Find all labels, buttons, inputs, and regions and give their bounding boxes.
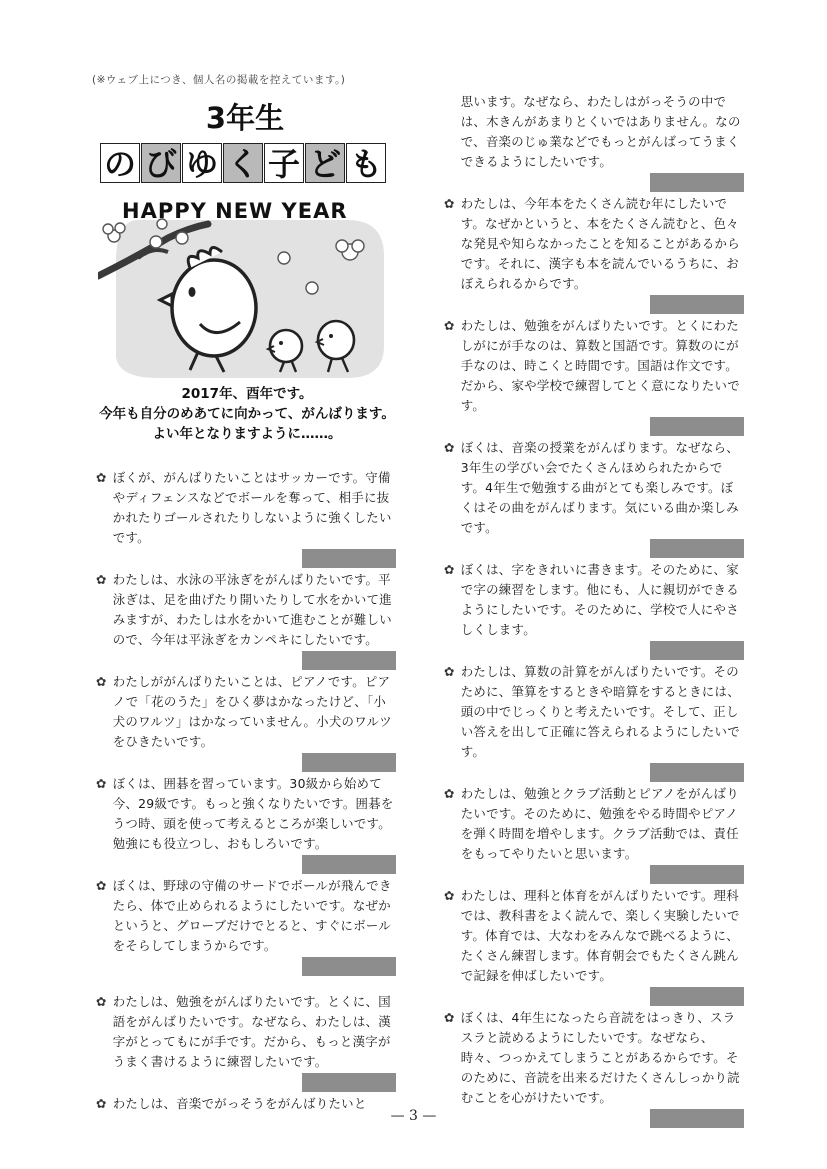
entry-text: 思います。なぜなら、わたしはがっそうの中では、木きんがあまりとくいではありません。なので、音楽のじゅ業などでもっとがんばってうまくできるようにしたいです。 [460, 94, 741, 169]
student-entry [444, 316, 744, 436]
redacted-name [650, 641, 744, 660]
student-entry [444, 784, 744, 884]
entry-text: わたしは、勉強とクラブ活動とピアノをがんばりたいです。そのために、勉強をやる時間やピアノを弾く時間を増やします。クラブ活動では、責任をもってやりたいと思います。 [460, 786, 739, 861]
redacted-name [302, 753, 396, 772]
grade-title: 3年生 [205, 101, 285, 135]
greeting-line: 今年も自分のめあてに向かって、がんばります。 [99, 406, 395, 422]
redacted-name [650, 417, 744, 436]
redacted-name [650, 763, 744, 782]
redacted-name [650, 987, 744, 1006]
redacted-name [650, 295, 744, 314]
redacted-name [302, 957, 396, 976]
student-entry [96, 468, 396, 568]
happy-new-year-caption: HAPPY NEW YEAR [122, 199, 348, 223]
entry-text: ぼくが、がんばりたいことはサッカーです。守備やディフェンスなどでボールを奪って、相手に抜かれたりゴールされたりしないように強くしたいです。 [112, 470, 392, 545]
flower-bullet-icon: ✿ [96, 776, 107, 791]
banner-char: ゆ [182, 143, 222, 183]
flower-bullet-icon: ✿ [444, 1010, 455, 1025]
greeting-line: 2017年、酉年です。 [181, 386, 313, 402]
redacted-name [650, 865, 744, 884]
entry-text: わたしは、算数の計算をがんばりたいです。そのために、筆算をするときや暗算をするときには、頭の中でじっくりと考えたいです。そして、正しい答えを出して正確に答えられるようにしたいです。 [460, 664, 740, 759]
redacted-name [302, 855, 396, 874]
page-number: — 3 — [390, 1108, 437, 1124]
entry-text: ぼくは、囲碁を習っています。30級から始めて今、29級です。もっと強くなりたいです。囲碁をうつ時、頭を使って考えるところが楽しいです。勉強にも役立つし、おもしろいです。 [112, 776, 394, 851]
flower-bullet-icon: ✿ [444, 888, 455, 903]
flower-bullet-icon: ✿ [96, 994, 107, 1009]
student-entry [444, 886, 744, 1006]
banner-char: の [100, 143, 140, 183]
student-entry [96, 876, 396, 976]
privacy-notice: (※ウェブ上につき、個人名の掲載を控えています。) [92, 74, 346, 86]
banner-char: く [223, 143, 263, 183]
greeting-line: よい年となりますように……。 [152, 426, 342, 442]
entry-text: ぼくは、野球の守備のサードでボールが飛んできたら、体で止められるようにしたいです。なぜかというと、グローブだけでとると、すぐにボールをそらしてしまうからです。 [112, 878, 392, 953]
redacted-name [650, 539, 744, 558]
student-entry [444, 438, 744, 558]
greeting-message [92, 384, 402, 444]
flower-bullet-icon: ✿ [96, 470, 107, 485]
entry-text: ぼくは、音楽の授業をがんばります。なぜなら、3年生の学びい会でたくさんほめられたからです。4年生で勉強する曲がとても楽しみです。ぼくはその曲をがんばります。気にいる曲か楽しみです。 [460, 440, 739, 535]
entry-text: わたしは、音楽でがっそうをがんばりたいと [112, 1096, 367, 1111]
redacted-name [302, 651, 396, 670]
banner-char: も [346, 143, 386, 183]
student-entry-continued [444, 92, 744, 192]
flower-bullet-icon: ✿ [444, 440, 455, 455]
entry-text: ぼくは、字をきれいに書きます。そのために、家で字の練習をします。他にも、人に親切ができるようにしたいです。そのために、学校で人にやさしくします。 [460, 562, 739, 637]
banner-char: び [141, 143, 181, 183]
student-entry [96, 774, 396, 874]
entry-text: わたしは、水泳の平泳ぎをがんばりたいです。平泳ぎは、足を曲げたり開いたりして水をかいて進みますが、わたしは水をかいて進むことが難しいので、今年は平泳ぎをカンペキにしたいです。 [112, 572, 392, 647]
entry-text: わたしは、勉強をがんばりたいです。とくに、国語をがんばりたいです。なぜなら、わたしは、漢字がとってもにが手です。だから、もっと漢字がうまく書けるように練習したいです。 [112, 994, 391, 1069]
student-entry [96, 992, 396, 1092]
entry-text: わたしは、今年本をたくさん読む年にしたいです。なぜかというと、本をたくさん読むと、色々な発見や知らなかったことを知ることがあるからです。それに、漢字も本を読んでいるうちに、おぼえられるからです。 [460, 196, 740, 291]
redacted-name [650, 173, 744, 192]
left-column [96, 468, 396, 1116]
entry-text: わたしががんばりたいことは、ピアノです。ピアノで「花のうた」をひく夢はかなったけど、「小犬のワルツ」はかなっていません。小犬のワルツをひきたいです。 [112, 674, 392, 749]
flower-bullet-icon: ✿ [444, 786, 455, 801]
student-entry [444, 560, 744, 660]
rooster-and-chicks-icon [98, 196, 390, 382]
flower-bullet-icon: ✿ [96, 572, 107, 587]
student-entry [444, 662, 744, 782]
flower-bullet-icon: ✿ [96, 1096, 107, 1111]
entry-text: ぼくは、4年生になったら音読をはっきり、スラスラと読めるようにしたいです。なぜなら、時々、つっかえてしまうことがあるからです。そのために、音読を出来るだけたくさんしっかり読むことを心がけたいです。 [460, 1010, 740, 1105]
section-banner [100, 143, 386, 187]
student-entry [444, 194, 744, 314]
banner-char: 子 [264, 143, 304, 183]
flower-bullet-icon: ✿ [444, 318, 455, 333]
banner-char: ど [305, 143, 345, 183]
flower-bullet-icon: ✿ [96, 878, 107, 893]
right-column [444, 92, 744, 1130]
redacted-name [302, 549, 396, 568]
flower-bullet-icon: ✿ [96, 674, 107, 689]
student-entry [96, 672, 396, 772]
redacted-name [302, 1073, 396, 1092]
student-entry [96, 570, 396, 670]
flower-bullet-icon: ✿ [444, 196, 455, 211]
entry-text: わたしは、勉強をがんばりたいです。とくにわたしがにが手なのは、算数と国語です。算数のにが手なのは、時こくと時間です。国語は作文です。だから、家や学校で練習してとく意になりたいです。 [460, 318, 740, 413]
entry-text: わたしは、理科と体育をがんばりたいです。理科では、教科書をよく読んで、楽しく実験したいです。体育では、大なわをみんなで跳べるように、たくさん練習します。体育朝会でもたくさん跳んで記録を伸ばしたいです。 [460, 888, 740, 983]
flower-bullet-icon: ✿ [444, 562, 455, 577]
flower-bullet-icon: ✿ [444, 664, 455, 679]
